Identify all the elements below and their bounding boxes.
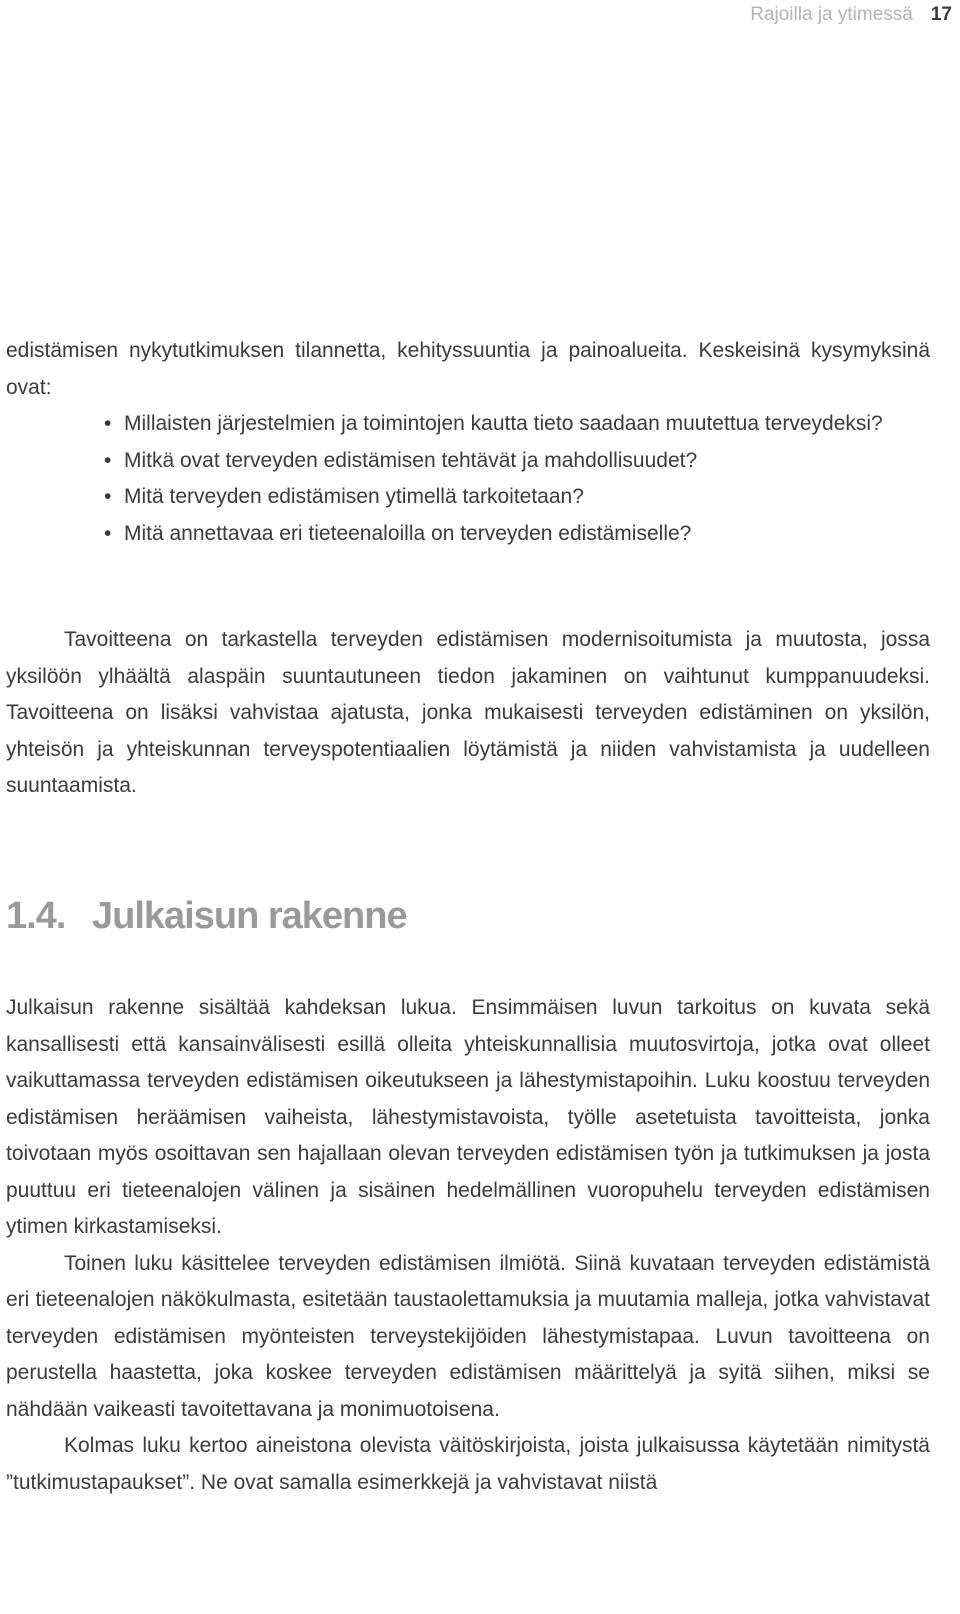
section-number: 1.4. xyxy=(6,895,66,937)
list-item xyxy=(104,516,930,553)
goal-paragraph: Tavoitteena on tarkastella terveyden edistämisen modernisoitumista ja muutosta, jossa yksilöön ylhäältä alaspäin suuntautuneen tiedon jakaminen on vaihtunut kumppanuudeksi. Tavoitteena on lisäksi vahvistaa ajatusta, jonka mukaisesti terveyden edistäminen on yksilön, yhteisön ja yhteiskunnan terveyspotentiaalien löytämistä ja niiden vahvistamista ja uudelleen suuntaamista. xyxy=(6,628,930,797)
list-item-text: Mitkä ovat terveyden edistämisen tehtävät ja mahdollisuudet? xyxy=(124,448,698,472)
bullet-icon: • xyxy=(104,485,112,508)
page-number: 17 xyxy=(930,4,952,25)
list-item xyxy=(104,406,930,443)
bullet-icon: • xyxy=(104,448,112,472)
intro-paragraph: edistämisen nykytutkimuksen tilannetta, kehityssuuntia ja painoalueita. Keskeisinä kysymyksinä ovat: xyxy=(6,339,930,399)
body-paragraph: Julkaisun rakenne sisältää kahdeksan lukua. Ensimmäisen luvun tarkoitus on kuvata sekä kansallisesti että kansainvälisesti esillä olleita yhteiskunnallisia muutosvirtoja, jotka ovat olleet vaikuttamassa terveyden edistämisen oikeutukseen ja lähestymistapoihin. Luku koostuu terveyden edistämisen heräämisen vaiheista, lähestymistavoista, työlle asetetuista tavoitteista, jonka toivotaan myös osoittavan sen hajallaan olevan terveyden edistämisen työn ja tutkimuksen ja josta puuttuu eri tieteenalojen välinen ja sisäinen hedelmällinen vuoropuhelu terveyden edistämisen ytimen kirkastamiseksi. xyxy=(6,996,930,1238)
bullet-icon: • xyxy=(104,521,112,545)
running-header xyxy=(750,2,952,28)
structure-block xyxy=(6,990,930,1501)
intro-block xyxy=(6,333,930,552)
section-title: Julkaisun rakenne xyxy=(92,895,407,937)
list-item-text: Mitä annettavaa eri tieteenaloilla on terveyden edistämiselle? xyxy=(124,521,692,545)
list-item-text: Mitä terveyden edistämisen ytimellä tarkoitetaan? xyxy=(124,485,584,508)
goal-block xyxy=(6,622,930,805)
list-item-text: Millaisten järjestelmien ja toimintojen kautta tieto saadaan muutettua terveydeksi? xyxy=(124,412,883,435)
body-paragraph: Toinen luku käsittelee terveyden edistämisen ilmiötä. Siinä kuvataan terveyden edistämistä eri tieteenalojen näkökulmasta, esitetään taustaolettamuksia ja muutamia malleja, jotka vahvistavat terveyden edistämisen myönteisten terveystekijöiden lähestymistapaa. Luvun tavoitteena on perustella haastetta, joka koskee terveyden edistämisen määrittelyä ja syitä siihen, miksi se nähdään vaikeasti tavoitettavana ja monimuotoisena. xyxy=(6,1251,930,1421)
question-list xyxy=(6,406,930,552)
list-item xyxy=(104,443,930,480)
body-paragraph: Kolmas luku kertoo aineistona olevista väitöskirjoista, joista julkaisussa käytetään nimitystä ”tutkimustapaukset”. Ne ovat samalla esimerkkejä ja vahvistavat niistä xyxy=(6,1434,930,1494)
running-header-title: Rajoilla ja ytimessä xyxy=(750,4,913,25)
section-heading xyxy=(6,890,407,942)
list-item xyxy=(104,479,930,516)
bullet-icon: • xyxy=(104,412,112,435)
